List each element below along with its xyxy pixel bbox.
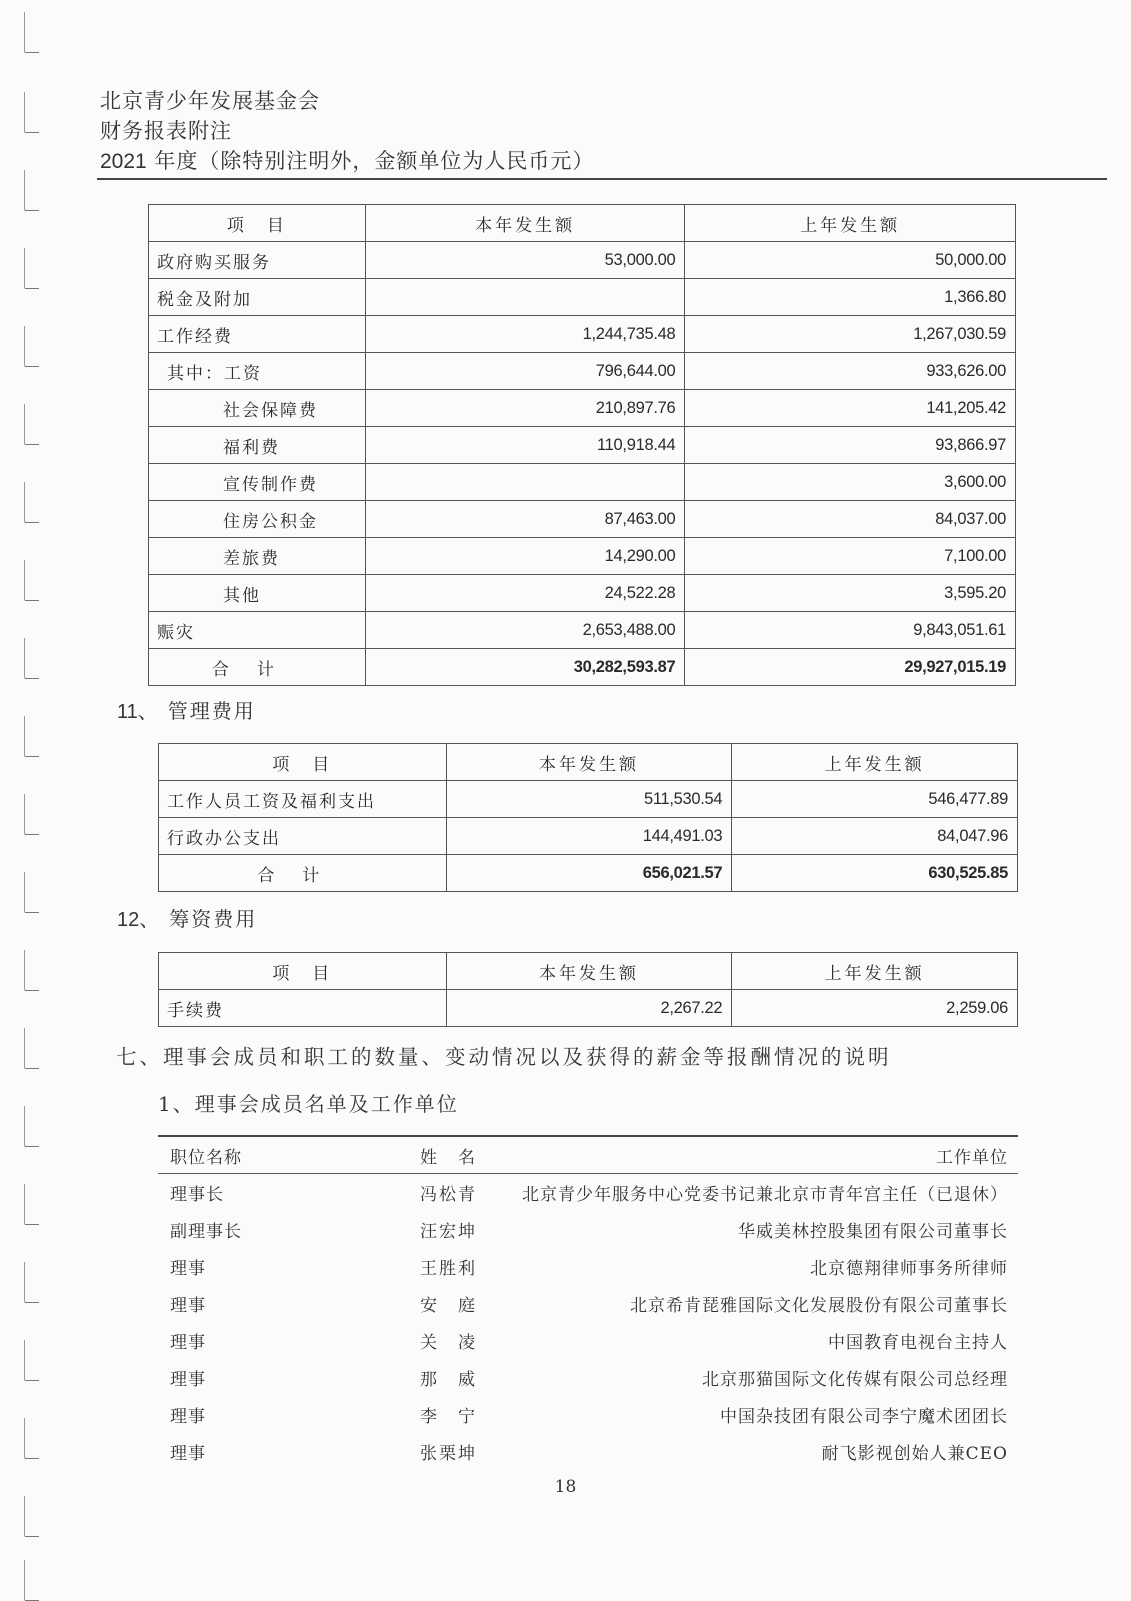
total-current: 656,021.57: [446, 855, 732, 892]
binding-mark: [24, 1496, 39, 1537]
binding-mark: [24, 326, 39, 367]
table-row: [149, 353, 1016, 390]
table-row: [149, 464, 1016, 501]
member-organization: 中国杂技团有限公司李宁魔术团团长: [720, 1407, 1008, 1427]
member-position: 理事长: [170, 1185, 224, 1205]
total-prior: 29,927,015.19: [685, 649, 1016, 686]
member-organization: 华威美林控股集团有限公司董事长: [738, 1222, 1008, 1242]
col-item: 项 目: [149, 205, 366, 242]
member-name: 李 宁: [420, 1407, 477, 1427]
current-amount: 2,653,488.00: [365, 612, 685, 649]
table-header-row: [159, 953, 1018, 990]
table-row: [159, 990, 1018, 1027]
prior-amount: 3,600.00: [685, 464, 1016, 501]
col-position: 职位名称: [170, 1147, 242, 1168]
current-amount: [365, 464, 685, 501]
table-row: [159, 818, 1018, 855]
member-name: 汪宏坤: [420, 1222, 477, 1242]
current-amount: 511,530.54: [446, 781, 732, 818]
prior-amount: 3,595.20: [685, 575, 1016, 612]
prior-amount: 84,047.96: [732, 818, 1018, 855]
prior-amount: 7,100.00: [685, 538, 1016, 575]
row-label: 税金及附加: [149, 279, 366, 316]
row-label: 其中：工资: [149, 353, 366, 390]
table-header-row: [149, 205, 1016, 242]
board-member-row: [158, 1322, 1018, 1359]
row-label: 工作人员工资及福利支出: [159, 781, 447, 818]
table-row: [159, 781, 1018, 818]
table-row: [149, 316, 1016, 353]
table-row: [149, 427, 1016, 464]
prior-amount: 546,477.89: [732, 781, 1018, 818]
binding-mark: [24, 794, 39, 835]
board-members-table: [158, 1135, 1018, 1470]
current-amount: [365, 279, 685, 316]
financing-expense-table: [158, 952, 1018, 1027]
member-name: 那 威: [420, 1370, 477, 1390]
col-current: 本年发生额: [365, 205, 685, 242]
binding-marks: [24, 0, 54, 1600]
current-amount: 110,918.44: [365, 427, 685, 464]
doc-title: 财务报表附注: [100, 119, 232, 143]
section-title: 筹资费用: [169, 907, 258, 931]
table-row: [149, 279, 1016, 316]
section-11-heading: [117, 695, 256, 724]
row-label: 赈灾: [149, 612, 366, 649]
member-name: 安 庭: [420, 1296, 477, 1316]
binding-mark: [24, 248, 39, 289]
table-total-row: [159, 855, 1018, 892]
row-label: 宣传制作费: [149, 464, 366, 501]
binding-mark: [24, 1418, 39, 1459]
board-member-row: [158, 1396, 1018, 1433]
table-row: [149, 538, 1016, 575]
binding-mark: [24, 560, 39, 601]
prior-amount: 9,843,051.61: [685, 612, 1016, 649]
current-amount: 1,244,735.48: [365, 316, 685, 353]
total-label: 合计: [159, 855, 447, 892]
row-label: 住房公积金: [149, 501, 366, 538]
col-name: 姓 名: [420, 1147, 477, 1168]
report-year: 2021: [100, 150, 147, 173]
current-amount: 53,000.00: [365, 242, 685, 279]
binding-mark: [24, 170, 39, 211]
binding-mark: [24, 404, 39, 445]
col-current: 本年发生额: [446, 744, 732, 781]
board-member-row: [158, 1248, 1018, 1285]
member-position: 理事: [170, 1333, 206, 1353]
prior-amount: 2,259.06: [732, 990, 1018, 1027]
board-member-row: [158, 1211, 1018, 1248]
member-position: 理事: [170, 1370, 206, 1390]
row-label: 差旅费: [149, 538, 366, 575]
total-prior: 630,525.85: [732, 855, 1018, 892]
board-members-subheading: 1、理事会成员名单及工作单位: [158, 1092, 459, 1116]
member-position: 理事: [170, 1296, 206, 1316]
prior-amount: 50,000.00: [685, 242, 1016, 279]
binding-mark: [24, 12, 39, 53]
binding-mark: [24, 716, 39, 757]
total-current: 30,282,593.87: [365, 649, 685, 686]
admin-expense-table: [158, 743, 1018, 892]
board-member-row: [158, 1285, 1018, 1322]
col-prior: 上年发生额: [732, 744, 1018, 781]
row-label: 社会保障费: [149, 390, 366, 427]
row-label: 其他: [149, 575, 366, 612]
binding-mark: [24, 1340, 39, 1381]
member-name: 关 凌: [420, 1333, 477, 1353]
current-amount: 14,290.00: [365, 538, 685, 575]
org-name: 北京青少年发展基金会: [100, 89, 320, 113]
row-label: 福利费: [149, 427, 366, 464]
prior-amount: 141,205.42: [685, 390, 1016, 427]
binding-mark: [24, 92, 39, 133]
prior-amount: 933,626.00: [685, 353, 1016, 390]
member-position: 副理事长: [170, 1222, 242, 1242]
board-member-row: [158, 1174, 1018, 1211]
member-organization: 中国教育电视台主持人: [828, 1333, 1008, 1353]
section-title: 管理费用: [167, 699, 256, 723]
member-organization: 北京德翔律师事务所律师: [810, 1259, 1008, 1279]
row-label: 工作经费: [149, 316, 366, 353]
prior-amount: 93,866.97: [685, 427, 1016, 464]
page-header: [100, 86, 1100, 177]
section-12-heading: [117, 903, 257, 932]
current-amount: 144,491.03: [446, 818, 732, 855]
section-number: 12、: [117, 909, 160, 931]
page-number: 18: [554, 1477, 577, 1497]
binding-mark: [24, 638, 39, 679]
member-organization: 北京希肯琵雅国际文化发展股份有限公司董事长: [630, 1296, 1008, 1316]
total-label: 合计: [149, 649, 366, 686]
board-header-row: [158, 1137, 1018, 1173]
binding-mark: [24, 872, 39, 913]
prior-amount: 84,037.00: [685, 501, 1016, 538]
binding-mark: [24, 1262, 39, 1303]
table-total-row: [149, 649, 1016, 686]
member-name: 王胜利: [420, 1259, 477, 1279]
current-amount: 87,463.00: [365, 501, 685, 538]
table-row: [149, 575, 1016, 612]
member-position: 理事: [170, 1407, 206, 1427]
member-position: 理事: [170, 1259, 206, 1279]
section-number: 11、: [117, 701, 158, 723]
binding-mark: [24, 950, 39, 991]
table-row: [149, 242, 1016, 279]
member-name: 冯松青: [420, 1185, 477, 1205]
col-prior: 上年发生额: [732, 953, 1018, 990]
period-note: 年度（除特别注明外，金额单位为人民币元）: [154, 149, 595, 173]
prior-amount: 1,366.80: [685, 279, 1016, 316]
binding-mark: [24, 1560, 39, 1601]
table-row: [149, 390, 1016, 427]
business-expense-table: [148, 204, 1016, 686]
table-row: [149, 501, 1016, 538]
table-header-row: [159, 744, 1018, 781]
member-organization: 耐飞影视创始人兼CEO: [821, 1444, 1008, 1464]
member-name: 张栗坤: [420, 1444, 477, 1464]
member-organization: 北京青少年服务中心党委书记兼北京市青年宫主任（已退休）: [522, 1185, 1008, 1205]
binding-mark: [24, 1106, 39, 1147]
col-item: 项 目: [159, 744, 447, 781]
member-position: 理事: [170, 1444, 206, 1464]
table-row: [149, 612, 1016, 649]
board-member-row: [158, 1433, 1018, 1470]
current-amount: 210,897.76: [365, 390, 685, 427]
binding-mark: [24, 1184, 39, 1225]
row-label: 行政办公支出: [159, 818, 447, 855]
header-divider: [97, 178, 1107, 180]
col-prior: 上年发生额: [685, 205, 1016, 242]
member-organization: 北京那猫国际文化传媒有限公司总经理: [702, 1370, 1008, 1390]
row-label: 手续费: [159, 990, 447, 1027]
current-amount: 2,267.22: [446, 990, 732, 1027]
col-current: 本年发生额: [446, 953, 732, 990]
col-item: 项 目: [159, 953, 447, 990]
current-amount: 24,522.28: [365, 575, 685, 612]
row-label: 政府购买服务: [149, 242, 366, 279]
period-line: [100, 146, 1100, 177]
board-member-row: [158, 1359, 1018, 1396]
section-7-heading: 七、理事会成员和职工的数量、变动情况以及获得的薪金等报酬情况的说明: [116, 1045, 892, 1069]
binding-mark: [24, 482, 39, 523]
current-amount: 796,644.00: [365, 353, 685, 390]
prior-amount: 1,267,030.59: [685, 316, 1016, 353]
binding-mark: [24, 1028, 39, 1069]
col-organization: 工作单位: [936, 1147, 1008, 1168]
